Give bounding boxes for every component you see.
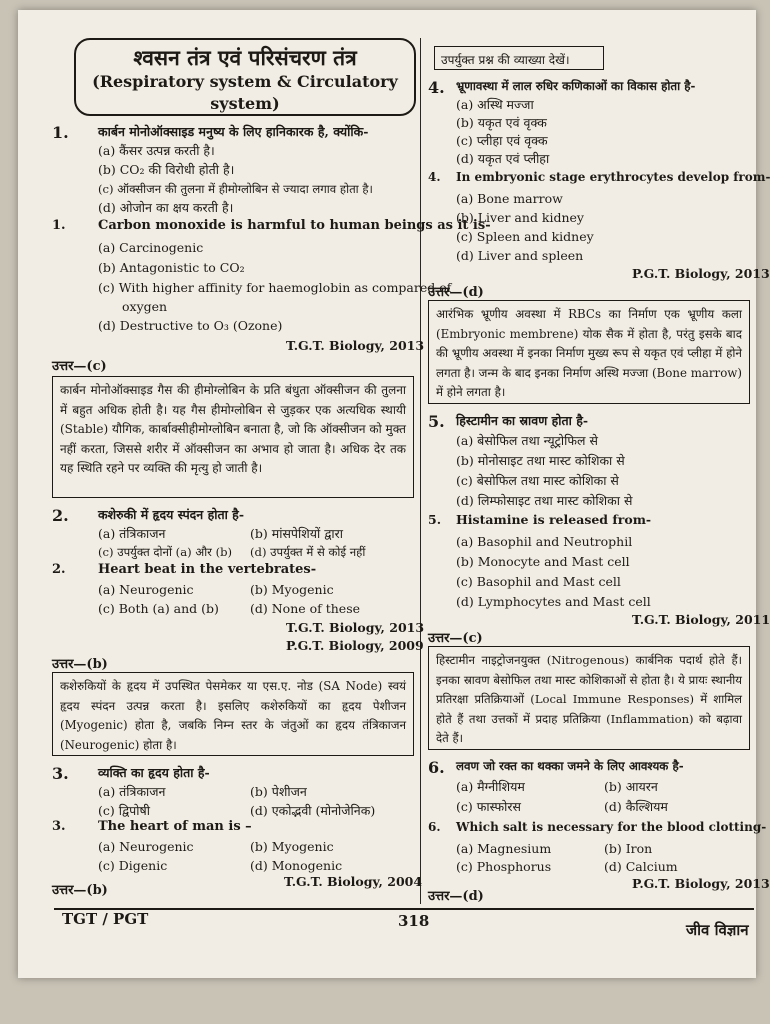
q5-en-text: Histamine is released from- bbox=[456, 512, 652, 527]
q5-en-option-a: (a) Basophil and Neutrophil bbox=[456, 534, 633, 549]
q5-hi-text: हिस्टामीन का स्रावण होता है- bbox=[456, 413, 589, 428]
q3-en-option-a: (a) Neurogenic bbox=[98, 839, 194, 854]
q3-hi-option-c: (c) द्विपोषी bbox=[98, 803, 150, 818]
q4-hi-option-b: (b) यकृत एवं वृक्क bbox=[456, 115, 547, 130]
q3-en-option-c: (c) Digenic bbox=[98, 858, 168, 873]
explanation-2: कशेरुकियों के हृदय में उपस्थित पेसमेकर या एस.ए. नोड (SA Node) स्वयं हृदय स्पंदन उत्पन्न करता है। इसलिए कशेरुकियों का हृदय पेशीजन (Myogenic) होता है, जबकि निम्न स्तर के जंतुओं का हृदय तंत्रिकाजन (Neurogenic) होता है। bbox=[52, 672, 414, 756]
q1-en-number: 1. bbox=[52, 218, 66, 233]
q2-en-option-c: (c) Both (a) and (b) bbox=[98, 601, 219, 616]
q2-hi-option-c: (c) उपर्युक्त दोनों (a) और (b) bbox=[98, 545, 233, 559]
q1-hi-option-c: (c) ऑक्सीजन की तुलना में हीमोग्लोबिन से ज्यादा लगाव होता है। bbox=[98, 182, 373, 196]
q4-en-option-b: (b) Liver and kidney bbox=[456, 210, 584, 225]
q6-en-option-c: (c) Phosphorus bbox=[456, 859, 552, 874]
q3-en-number: 3. bbox=[52, 819, 66, 834]
q6-hi-option-a: (a) मैग्नीशियम bbox=[456, 779, 525, 794]
answer-6: उत्तर—(d) bbox=[428, 889, 484, 904]
q2-hi-option-a: (a) तंत्रिकाजन bbox=[98, 526, 166, 541]
q1-hi-option-b: (b) CO₂ की विरोधी होती है। bbox=[98, 162, 235, 177]
q5-hi-number: 5. bbox=[428, 412, 445, 431]
q6-hi-option-b: (b) आयरन bbox=[604, 779, 658, 794]
q2-en-number: 2. bbox=[52, 562, 66, 577]
q6-hi-number: 6. bbox=[428, 758, 445, 777]
q6-hi-option-c: (c) फास्फोरस bbox=[456, 799, 521, 814]
chapter-title-box bbox=[74, 38, 416, 116]
footer-rule bbox=[54, 908, 754, 910]
chapter-title-hindi: श्वसन तंत्र एवं परिसंचरण तंत्र bbox=[133, 45, 357, 70]
q6-exam-reference: P.G.T. Biology, 2013 bbox=[632, 876, 770, 891]
q1-en-option-a: (a) Carcinogenic bbox=[98, 240, 204, 255]
q1-en-option-b: (b) Antagonistic to CO₂ bbox=[98, 260, 245, 275]
q4-hi-option-c: (c) प्लीहा एवं वृक्क bbox=[456, 133, 548, 148]
q5-hi-option-c: (c) बेसोफिल तथा मास्ट कोशिका से bbox=[456, 473, 619, 488]
answer-4: उत्तर—(d) bbox=[428, 285, 484, 300]
q3-hi-option-b: (b) पेशीजन bbox=[250, 784, 307, 799]
q5-exam-reference: T.G.T. Biology, 2011 bbox=[632, 612, 770, 627]
q4-hi-option-d: (d) यकृत एवं प्लीहा bbox=[456, 151, 550, 166]
q5-hi-option-d: (d) लिम्फोसाइट तथा मास्ट कोशिका से bbox=[456, 493, 633, 508]
q1-hi-option-d: (d) ओजोन का क्षय करती है। bbox=[98, 200, 234, 215]
explanation-1: कार्बन मोनोऑक्साइड गैस की हीमोग्लोबिन के प्रति बंधुता ऑक्सीजन की तुलना में बहुत अधिक होती है। यह गैस हीमोग्लोबिन से जुड़कर एक अत्यधिक स्थायी (Stable) यौगिक, कार्बाक्सीहीमोग्लोबिन बनाता है, जो कि ऑक्सीजन को मुक्त नहीं करता, जिससे शरीर में ऑक्सीजन का अभाव हो जाता है। अधिक देर तक यह स्थिति रहने पर व्यक्ति की मृत्यु हो जाती है। bbox=[52, 376, 414, 498]
q6-en-text: Which salt is necessary for the blood clotting- bbox=[456, 820, 767, 834]
column-divider bbox=[420, 38, 421, 904]
page-number: 318 bbox=[398, 912, 430, 930]
answer-5: उत्तर—(c) bbox=[428, 631, 483, 646]
q4-en-option-d: (d) Liver and spleen bbox=[456, 248, 584, 263]
q3-en-option-b: (b) Myogenic bbox=[250, 839, 334, 854]
q4-hi-text: भ्रूणावस्था में लाल रुधिर कणिकाओं का विकास होता है- bbox=[456, 79, 696, 93]
answer-3: उत्तर—(b) bbox=[52, 883, 108, 898]
q2-hi-option-d: (d) उपर्युक्त में से कोई नहीं bbox=[250, 545, 366, 559]
q1-hi-number: 1. bbox=[52, 123, 69, 142]
q6-en-number: 6. bbox=[428, 820, 441, 834]
q2-hi-option-b: (b) मांसपेशियों द्वारा bbox=[250, 526, 343, 541]
q2-hi-number: 2. bbox=[52, 506, 69, 525]
q6-hi-text: लवण जो रक्त का थक्का जमने के लिए आवश्यक है- bbox=[456, 759, 684, 773]
q5-hi-option-b: (b) मोनोसाइट तथा मास्ट कोशिका से bbox=[456, 453, 625, 468]
q4-en-number: 4. bbox=[428, 170, 441, 184]
q1-en-option-c: (c) With higher affinity for haemoglobin as compared of bbox=[98, 280, 452, 295]
chapter-title-english: (Respiratory system & Circulatory system) bbox=[92, 72, 398, 113]
q5-en-option-c: (c) Basophil and Mast cell bbox=[456, 574, 621, 589]
q3-hi-number: 3. bbox=[52, 764, 69, 783]
q3-exam-reference: T.G.T. Biology, 2004 bbox=[284, 874, 423, 889]
q4-exam-reference: P.G.T. Biology, 2013 bbox=[632, 266, 770, 281]
q2-en-text: Heart beat in the vertebrates- bbox=[98, 562, 317, 577]
q1-en-option-c-cont: oxygen bbox=[122, 299, 168, 314]
q5-en-option-d: (d) Lymphocytes and Mast cell bbox=[456, 594, 651, 609]
q1-en-option-d: (d) Destructive to O₃ (Ozone) bbox=[98, 318, 283, 333]
q2-hi-text: कशेरुकी में हृदय स्पंदन होता है- bbox=[98, 507, 245, 522]
q6-en-option-d: (d) Calcium bbox=[604, 859, 678, 874]
q2-en-option-d: (d) None of these bbox=[250, 601, 361, 616]
q3-en-option-d: (d) Monogenic bbox=[250, 858, 343, 873]
explanation-4: आरंभिक भ्रूणीय अवस्था में RBCs का निर्माण एक भ्रूणीय कला (Embryonic membrene) योक सैक में होता है, परंतु इसके बाद की भ्रूणीय अवस्था में इनका निर्माण मुख्य रूप से यकृत एवं प्लीहा में होने लगता है। जन्म के बाद इनका निर्माण अस्थि मज्जा (Bone marrow) में होने लगता है। bbox=[428, 300, 750, 404]
q4-hi-option-a: (a) अस्थि मज्जा bbox=[456, 97, 534, 112]
q3-en-text: The heart of man is – bbox=[98, 819, 252, 834]
q1-hi-option-a: (a) कैंसर उत्पन्न करती है। bbox=[98, 143, 215, 158]
q4-en-option-a: (a) Bone marrow bbox=[456, 191, 563, 206]
book-page bbox=[18, 10, 770, 978]
q3-hi-text: व्यक्ति का हृदय होता है- bbox=[98, 765, 210, 780]
q1-exam-reference: T.G.T. Biology, 2013 bbox=[286, 338, 425, 353]
q6-en-option-b: (b) Iron bbox=[604, 841, 653, 856]
footer-subject-label: जीव विज्ञान bbox=[686, 921, 749, 939]
footer-series-label: TGT / PGT bbox=[62, 910, 149, 928]
q5-hi-option-a: (a) बेसोफिल तथा न्यूट्रोफिल से bbox=[456, 433, 598, 448]
q4-en-option-c: (c) Spleen and kidney bbox=[456, 229, 594, 244]
see-previous-explanation-note: उपर्युक्त प्रश्न की व्याख्या देखें। bbox=[434, 46, 604, 70]
q1-hi-text: कार्बन मोनोऑक्साइड मनुष्य के लिए हानिकारक है, क्योंकि- bbox=[98, 124, 369, 139]
answer-2: उत्तर—(b) bbox=[52, 657, 108, 672]
q3-hi-option-a: (a) तंत्रिकाजन bbox=[98, 784, 166, 799]
q1-en-text: Carbon monoxide is harmful to human beings as it is- bbox=[98, 218, 491, 233]
q4-hi-number: 4. bbox=[428, 78, 445, 97]
q5-en-option-b: (b) Monocyte and Mast cell bbox=[456, 554, 630, 569]
q2-en-option-b: (b) Myogenic bbox=[250, 582, 334, 597]
q6-hi-option-d: (d) कैल्शियम bbox=[604, 799, 668, 814]
q2-exam-reference-1: T.G.T. Biology, 2013 bbox=[286, 620, 425, 635]
q5-en-number: 5. bbox=[428, 512, 442, 527]
q2-en-option-a: (a) Neurogenic bbox=[98, 582, 194, 597]
q6-en-option-a: (a) Magnesium bbox=[456, 841, 552, 856]
q4-en-text: In embryonic stage erythrocytes develop from- bbox=[456, 170, 770, 184]
q3-hi-option-d: (d) एकोद्भवी (मोनोजेनिक) bbox=[250, 803, 376, 818]
q2-exam-reference-2: P.G.T. Biology, 2009 bbox=[286, 638, 424, 653]
explanation-5: हिस्टामीन नाइट्रोजनयुक्त (Nitrogenous) कार्बनिक पदार्थ होते हैं। इनका स्रावण बेसोफिल तथा मास्ट कोशिकाओं से होता है। ये प्रायः स्थानीय प्रतिरक्षा प्रतिक्रियाओं (Local Immune Responses) में शामिल होते हैं तथा उत्तकों में प्रदाह प्रतिक्रिया (Inflammation) को बढ़ावा देते हैं। bbox=[428, 646, 750, 750]
answer-1: उत्तर—(c) bbox=[52, 359, 107, 374]
